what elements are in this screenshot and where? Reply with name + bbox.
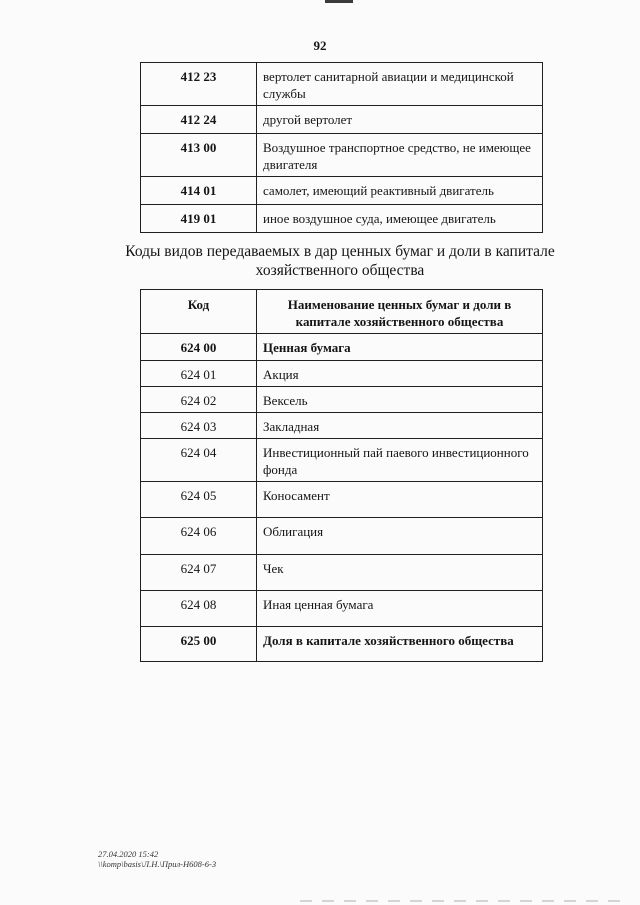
table-row — [141, 555, 543, 591]
table-row — [141, 518, 543, 555]
name-cell: иное воздушное суда, имеющее двигатель — [257, 205, 543, 233]
name-cell: Иная ценная бумага — [257, 591, 543, 627]
table-row — [141, 627, 543, 662]
name-cell: Инвестиционный пай паевого инвестиционного фонда — [257, 439, 543, 482]
code-cell: 624 02 — [141, 387, 257, 413]
table-row — [141, 439, 543, 482]
securities-codes-table — [140, 289, 543, 662]
scan-edge-mark — [325, 0, 353, 3]
header-name: Наименование ценных бумаг и доли в капитале хозяйственного общества — [257, 290, 543, 334]
name-cell: Ценная бумага — [257, 334, 543, 361]
name-cell: Акция — [257, 361, 543, 387]
footer-timestamp: 27.04.2020 15:42 — [98, 849, 159, 859]
table-row — [141, 387, 543, 413]
name-cell: другой вертолет — [257, 106, 543, 134]
table-header-row — [141, 290, 543, 334]
code-cell: 412 23 — [141, 63, 257, 106]
file-footer — [98, 849, 216, 869]
code-cell: 624 01 — [141, 361, 257, 387]
section-title-line: хозяйственного общества — [255, 262, 425, 279]
name-cell: вертолет санитарной авиации и медицинской службы — [257, 63, 543, 106]
code-cell: 624 05 — [141, 482, 257, 518]
table-row — [141, 134, 543, 177]
table-row — [141, 413, 543, 439]
code-cell: 414 01 — [141, 177, 257, 205]
code-cell: 412 24 — [141, 106, 257, 134]
code-cell: 624 04 — [141, 439, 257, 482]
code-cell: 413 00 — [141, 134, 257, 177]
code-cell: 419 01 — [141, 205, 257, 233]
table-row — [141, 205, 543, 233]
scan-noise — [300, 900, 630, 902]
table-row — [141, 106, 543, 134]
header-code: Код — [141, 290, 257, 334]
code-cell: 624 07 — [141, 555, 257, 591]
name-cell: Облигация — [257, 518, 543, 555]
name-cell: Воздушное транспортное средство, не имеющее двигателя — [257, 134, 543, 177]
name-cell: Доля в капитале хозяйственного общества — [257, 627, 543, 662]
table-row — [141, 482, 543, 518]
table-row — [141, 334, 543, 361]
name-cell: самолет, имеющий реактивный двигатель — [257, 177, 543, 205]
code-cell: 624 00 — [141, 334, 257, 361]
section-title — [100, 242, 580, 280]
name-cell: Вексель — [257, 387, 543, 413]
code-cell: 625 00 — [141, 627, 257, 662]
code-cell: 624 08 — [141, 591, 257, 627]
table-row — [141, 361, 543, 387]
footer-filepath: \\komp\basis\Л.Н.\Прил-Н608-6-3 — [98, 859, 217, 869]
code-cell: 624 06 — [141, 518, 257, 555]
name-cell: Коносамент — [257, 482, 543, 518]
table-row — [141, 63, 543, 106]
table-row — [141, 591, 543, 627]
table-row — [141, 177, 543, 205]
page-number: 92 — [313, 38, 327, 53]
aircraft-codes-table — [140, 62, 543, 233]
code-cell: 624 03 — [141, 413, 257, 439]
name-cell: Чек — [257, 555, 543, 591]
name-cell: Закладная — [257, 413, 543, 439]
section-title-line: Коды видов передаваемых в дар ценных бумаг и доли в капитале — [125, 243, 555, 260]
